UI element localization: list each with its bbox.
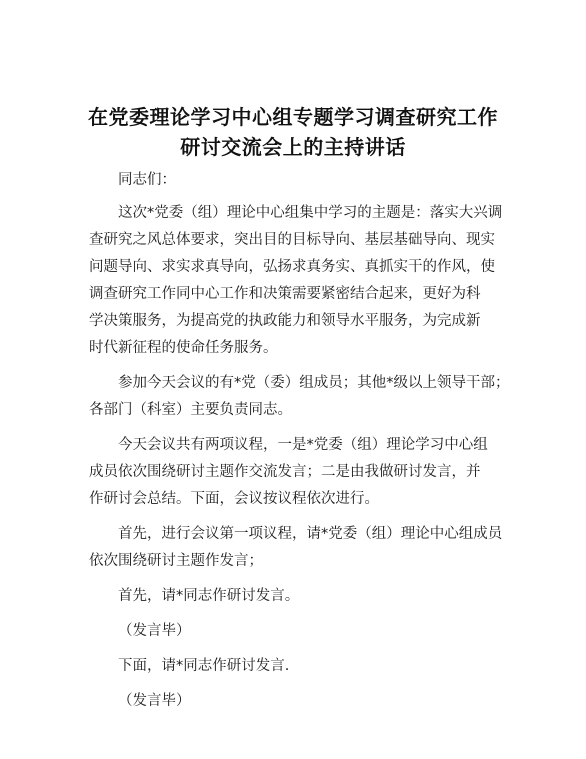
paragraph-3-line-3: 作研讨会总结。下面，会议按议程依次进行。 bbox=[89, 491, 379, 507]
paragraph-7: 下面，请*同志作研讨发言. bbox=[118, 658, 290, 674]
paragraph-3-line-1: 今天会议共有两项议程，一是*党委（组）理论学习中心组 bbox=[118, 437, 488, 453]
document-title-line-1: 在党委理论学习中心组专题学习调查研究工作 bbox=[88, 105, 498, 129]
paragraph-3-line-2: 成员依次围绕研讨主题作交流发言；二是由我做研讨发言，并 bbox=[89, 464, 481, 480]
paragraph-1-line-1: 这次*党委（组）理论中心组集中学习的主题是：落实大兴调 bbox=[118, 205, 503, 221]
paragraph-8: （发言毕） bbox=[118, 693, 191, 709]
paragraph-1-line-6: 时代新征程的使命任务服务。 bbox=[89, 340, 278, 356]
paragraph-4-line-1: 首先，进行会议第一项议程，请*党委（组）理论中心组成员 bbox=[118, 526, 503, 542]
paragraph-2-line-1: 参加今天会议的有*党（委）组成员；其他*级以上领导干部； bbox=[118, 375, 510, 391]
salutation: 同志们： bbox=[118, 172, 176, 188]
paragraph-1-line-5: 学决策服务，为提高党的执政能力和领导水平服务，为完成新 bbox=[89, 313, 481, 329]
paragraph-4-line-2: 依次围绕研讨主题作发言； bbox=[89, 553, 263, 569]
document-title-line-2: 研讨交流会上的主持讲话 bbox=[180, 135, 406, 159]
paragraph-1-line-3: 问题导向、求实求真导向，弘扬求真务实、真抓实干的作风，使 bbox=[89, 259, 495, 275]
paragraph-6: （发言毕） bbox=[118, 623, 191, 639]
paragraph-1-line-4: 调查研究工作同中心工作和决策需要紧密结合起来，更好为科 bbox=[89, 286, 481, 302]
paragraph-2-line-2: 各部门（科室）主要负责同志。 bbox=[89, 402, 292, 418]
paragraph-5: 首先，请*同志作研讨发言。 bbox=[118, 588, 300, 604]
paragraph-1-line-2: 查研究之风总体要求，突出目的目标导向、基层基础导向、现实 bbox=[89, 232, 495, 248]
